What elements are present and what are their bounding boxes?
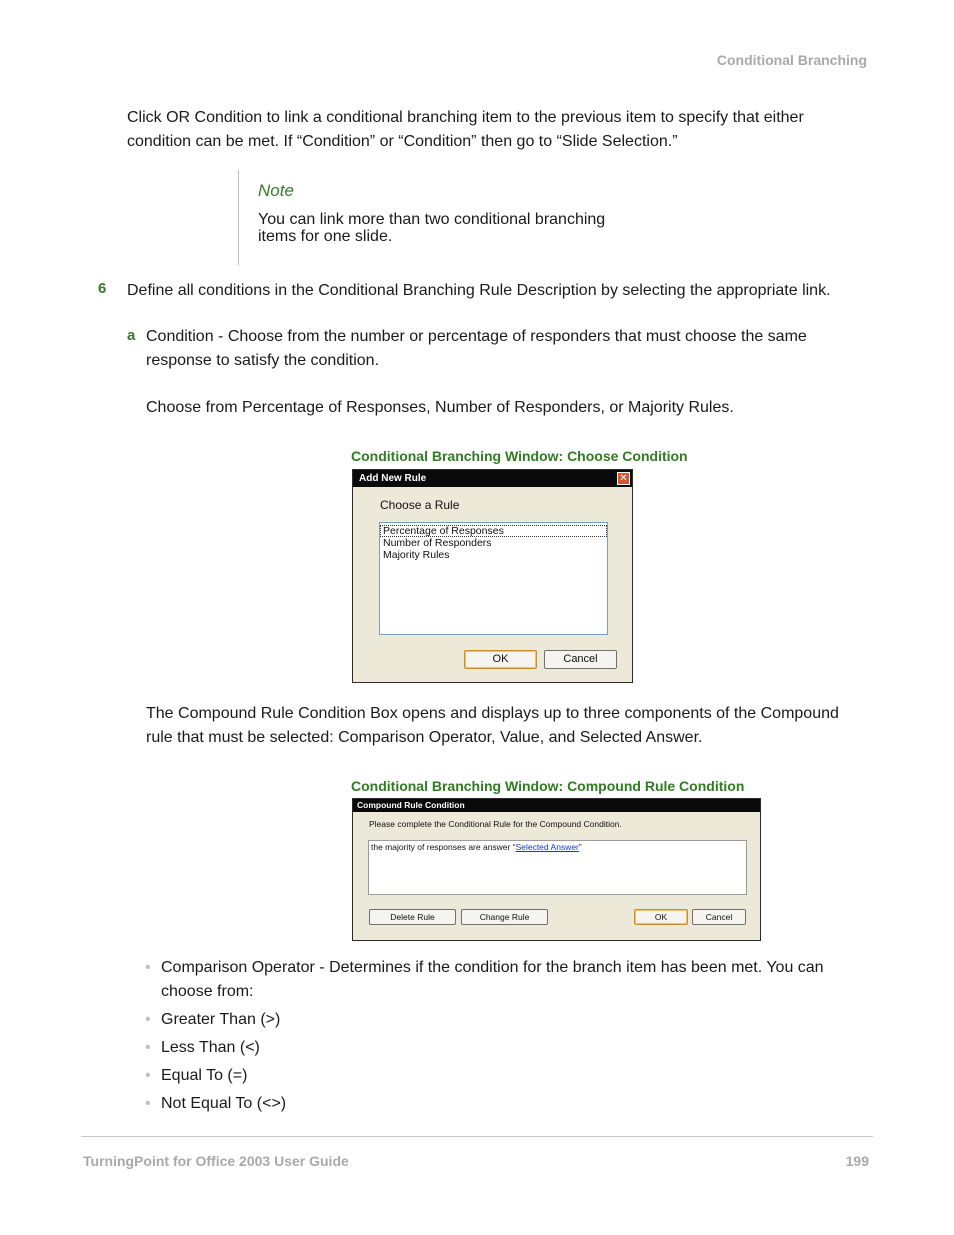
ok-button[interactable]: OK (464, 650, 537, 669)
note-heading: Note (258, 181, 294, 200)
dialog-titlebar (353, 470, 632, 487)
bullet-text: Less Than (<) (161, 1039, 260, 1056)
bullet-marker: • (145, 959, 151, 976)
running-header: Conditional Branching (716, 52, 867, 68)
intro-paragraph (127, 106, 804, 154)
bullet-marker: • (145, 1067, 151, 1084)
change-rule-button[interactable]: Change Rule (461, 909, 548, 925)
list-item[interactable]: Percentage of Responses (380, 525, 607, 537)
bullet-marker: • (145, 1095, 151, 1112)
bullet-text: Greater Than (>) (161, 1011, 281, 1028)
cancel-button[interactable]: Cancel (544, 650, 617, 669)
bullet-marker: • (145, 1039, 151, 1056)
note-line-1: You can link more than two conditional branching (258, 211, 606, 228)
add-new-rule-dialog (352, 469, 633, 683)
figure-2-caption: Conditional Branching Window: Compound Rule Condition (351, 778, 745, 794)
dialog-title: Compound Rule Condition (357, 800, 465, 810)
dialog-titlebar (353, 799, 760, 812)
rule-text-suffix: ” (578, 842, 582, 852)
selected-answer-link[interactable]: Selected Answer (515, 842, 579, 852)
compound-prompt: Please complete the Conditional Rule for the Compound Condition. (369, 819, 622, 829)
intro-line-2: condition can be met. If “Condition” or “Condition” then go to “Slide Selection.” (127, 133, 678, 150)
cancel-button[interactable]: Cancel (692, 909, 746, 925)
bullet-text: Not Equal To (<>) (161, 1095, 287, 1112)
choose-rule-label: Choose a Rule (380, 498, 460, 512)
list-item (145, 1008, 280, 1032)
intro-line-1: Click OR Condition to link a conditional branching item to the previous item to specify that either (127, 109, 804, 126)
substep-a-choices: Choose from Percentage of Responses, Number of Responders, or Majority Rules. (146, 399, 734, 416)
substep-a-line-2: response to satisfy the condition. (146, 352, 380, 369)
compound-line-1: The Compound Rule Condition Box opens and displays up to three components of the Compound (146, 705, 839, 722)
close-icon[interactable]: ✕ (617, 472, 630, 485)
compound-line-2: rule that must be selected: Comparison Operator, Value, and Selected Answer. (146, 729, 703, 746)
substep-a-text (146, 325, 807, 373)
footer-guide-title: TurningPoint for Office 2003 User Guide (83, 1153, 349, 1169)
figure-1-caption: Conditional Branching Window: Choose Condition (351, 448, 688, 464)
bullet-marker: • (145, 1011, 151, 1028)
step-6-text: Define all conditions in the Conditional Branching Rule Description by selecting the appropriate link. (127, 282, 831, 299)
note-divider (238, 170, 239, 265)
dialog-title: Add New Rule (359, 473, 427, 484)
step-number: 6 (98, 280, 107, 297)
rule-text-prefix: the majority of responses are answer “ (371, 842, 516, 852)
footer-divider (81, 1136, 873, 1137)
list-item[interactable]: Number of Responders (383, 537, 492, 549)
bullet-text-continuation: choose from: (161, 983, 254, 1000)
substep-a-line-1: Condition - Choose from the number or percentage of responders that must choose the same (146, 328, 807, 345)
delete-rule-button[interactable]: Delete Rule (369, 909, 456, 925)
compound-paragraph (146, 702, 839, 750)
rule-listbox[interactable] (379, 522, 608, 635)
ok-button[interactable]: OK (634, 909, 688, 925)
bullet-comparison-operator (145, 956, 824, 1004)
compound-rule-dialog (352, 798, 761, 941)
list-item (145, 1064, 247, 1088)
rule-text-box (368, 840, 747, 895)
note-body (258, 211, 638, 245)
note-line-2: items for one slide. (258, 228, 393, 245)
bullet-text: Equal To (=) (161, 1067, 248, 1084)
bullet-text: Comparison Operator - Determines if the condition for the branch item has been met. You can (161, 959, 824, 976)
list-item[interactable]: Majority Rules (383, 549, 450, 561)
list-item (145, 1092, 286, 1116)
page-number: 199 (845, 1153, 869, 1169)
list-item (145, 1036, 260, 1060)
substep-letter: a (127, 327, 136, 344)
